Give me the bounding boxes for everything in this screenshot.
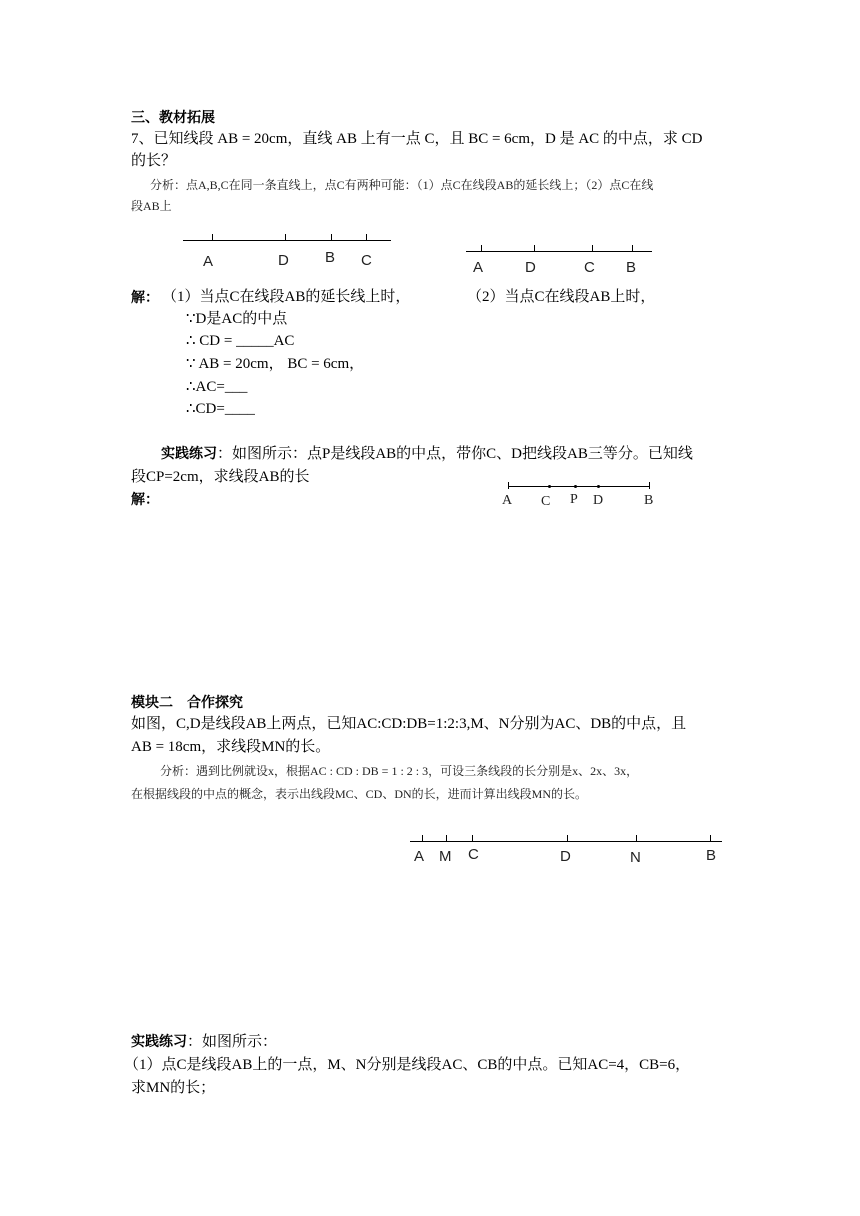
analysis-line-1: 分析：点A,B,C在同一条直线上，点C有两种可能：（1）点C在线段AB的延长线上；（2）点C在线 [150, 178, 654, 192]
fig4-label-c: C [468, 846, 479, 863]
fig3-label-a: A [502, 493, 513, 508]
fig4-label-a: A [414, 848, 425, 865]
practice-1-line-1 [161, 444, 693, 464]
fig3-label-b: B [644, 493, 654, 508]
step-1: ∵D是AC的中点 [186, 311, 288, 327]
module-2-analysis-line-1: 分析：遇到比例就设x，根据AC : CD : DB = 1 : 2 : 3，可设三条线段的长分别是x、2x、3x， [160, 764, 639, 778]
fig2-label-c: C [584, 259, 595, 276]
practice-1-line-2: 段CP=2cm，求线段AB的长 [131, 469, 310, 485]
fig4-label-b: B [706, 847, 717, 864]
step-3: ∵ AB = 20cm， BC = 6cm， [186, 356, 365, 372]
question-7-line-1: 7、已知线段 AB = 20cm，直线 AB 上有一点 C，且 BC = 6cm，D 是 AC 的中点，求 CD [131, 131, 703, 147]
fig1-label-a: A [203, 253, 214, 270]
fig2-label-b: B [626, 259, 637, 276]
case-1: （1）当点C在线段AB的延长线上时， [162, 289, 411, 305]
practice-2-intro-text: ：如图所示： [187, 1034, 278, 1050]
practice-2-label: 实践练习 [131, 1034, 187, 1050]
fig4-label-m: M [439, 848, 452, 865]
module-2-analysis-line-2: 在根据线段的中点的概念，表示出线段MC、CD、DN的长，进而计算出线段MN的长。 [131, 787, 588, 801]
module-2-heading: 模块二 合作探究 [131, 695, 243, 711]
question-7-line-2: 的长？ [131, 153, 177, 169]
fig1-label-c: C [361, 252, 372, 269]
solution-label: 解： [131, 290, 159, 306]
step-4: ∴AC=___ [186, 379, 248, 395]
case-2: （2）当点C在线段AB上时， [467, 289, 656, 305]
fig3-label-p: P [570, 492, 578, 507]
fig1-label-d: D [278, 252, 289, 269]
fig1-label-b: B [325, 249, 336, 266]
step-2: ∴ CD = _____AC [186, 333, 295, 349]
fig3-label-d: D [593, 493, 604, 508]
practice-1-text: ：如图所示：点P是线段AB的中点，带你C、D把线段AB三等分。已知线 [217, 446, 693, 462]
practice-2-intro [131, 1032, 277, 1052]
practice-2-line-1: （1）点C是线段AB上的一点，M、N分别是线段AC、CB的中点。已知AC=4，CB=6， [124, 1057, 691, 1073]
module-2-problem-line-2: AB = 18cm，求线段MN的长。 [131, 739, 331, 755]
section-heading: 三、教材拓展 [131, 110, 215, 126]
practice-2-line-2: 求MN的长； [131, 1080, 216, 1096]
practice-solution-label: 解： [131, 492, 159, 508]
fig2-label-a: A [473, 259, 484, 276]
fig2-label-d: D [525, 259, 536, 276]
fig3-label-c: C [541, 494, 551, 509]
module-2-problem-line-1: 如图，C,D是线段AB上两点，已知AC:CD:DB=1:2:3,M、N分别为AC、DB的中点，且 [131, 716, 687, 732]
fig4-label-d: D [560, 848, 571, 865]
fig4-label-n: N [630, 849, 641, 866]
step-5: ∴CD=____ [186, 401, 255, 417]
analysis-line-2: 段AB上 [131, 199, 172, 213]
practice-label: 实践练习 [161, 446, 217, 462]
